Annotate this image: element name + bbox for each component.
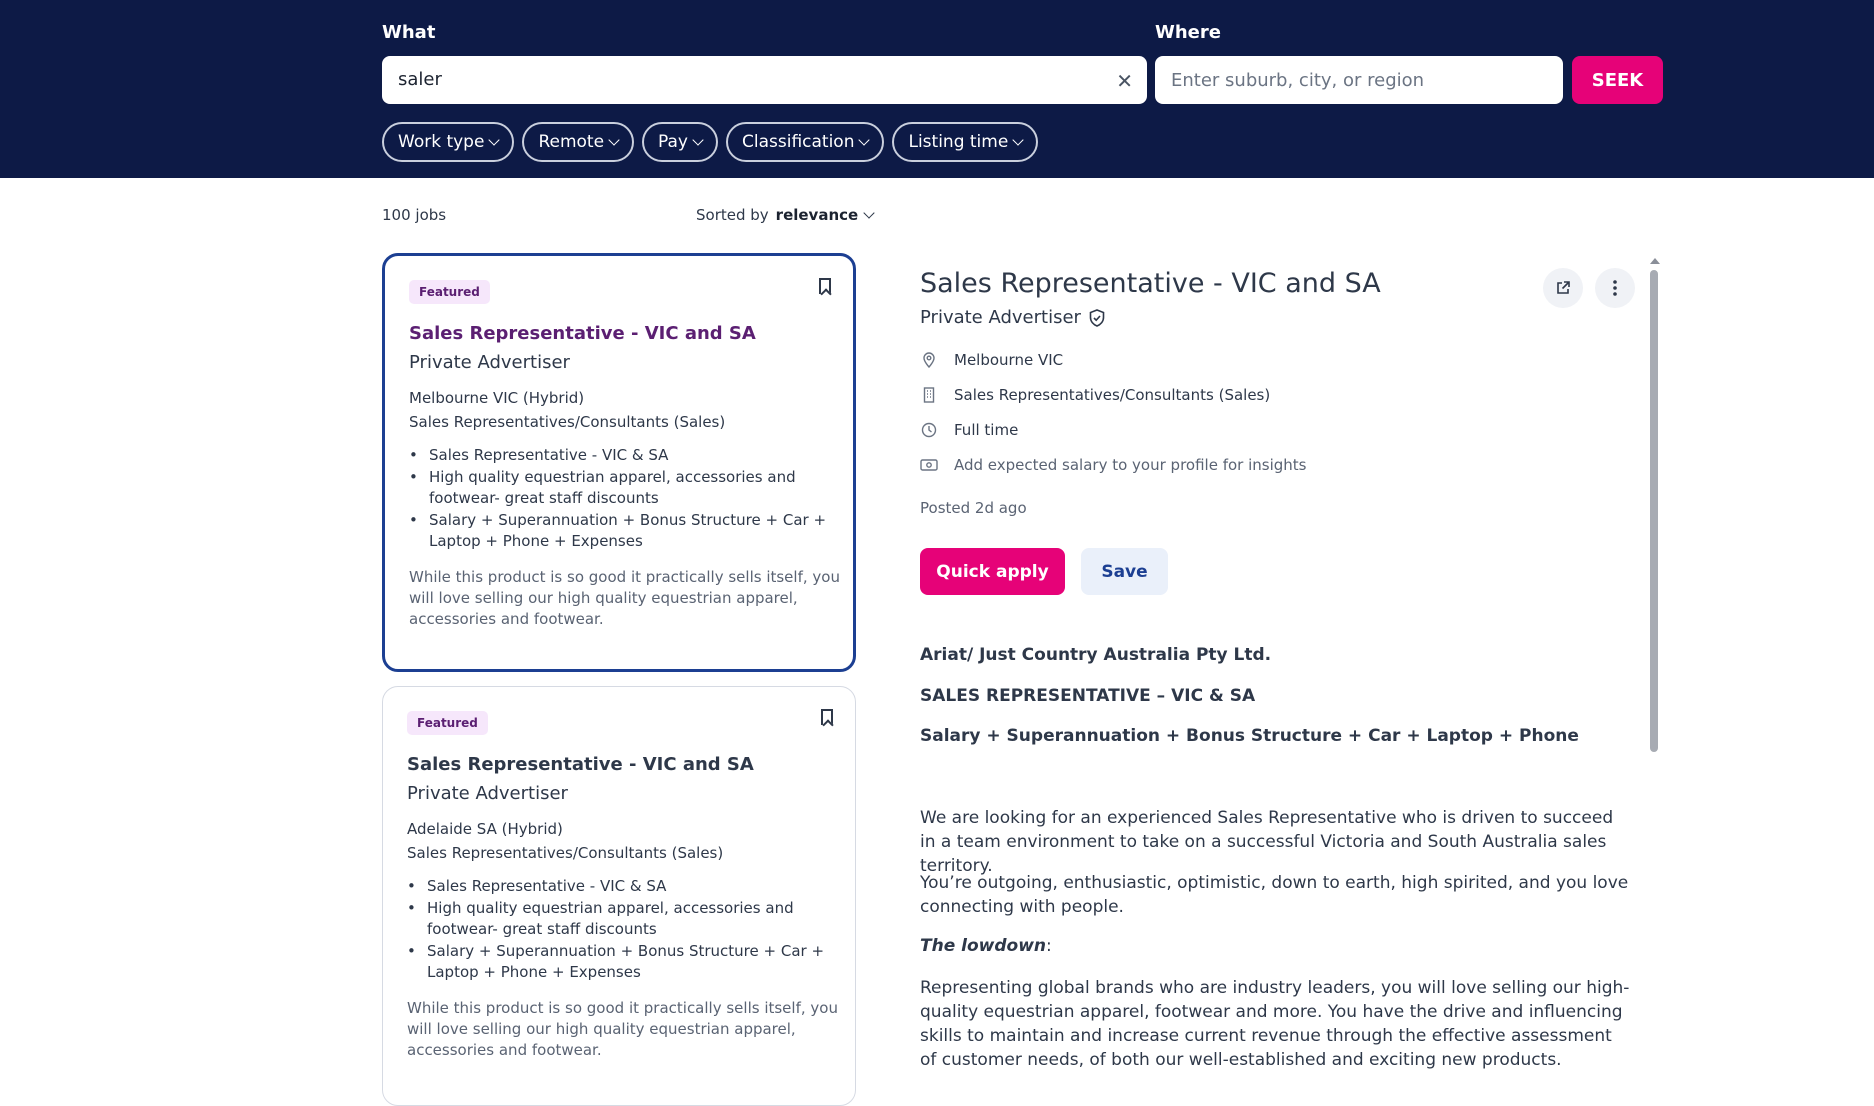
bookmark-icon[interactable] xyxy=(821,709,833,725)
job-classification[interactable]: Sales Representatives/Consultants (Sales) xyxy=(409,413,726,431)
detail-work-type: Full time xyxy=(954,421,1019,439)
what-search-value: saler xyxy=(398,69,442,90)
job-title-link[interactable]: Sales Representative - VIC and SA xyxy=(409,323,756,344)
scrollbar-thumb[interactable] xyxy=(1650,270,1658,752)
chevron-down-icon xyxy=(608,134,619,145)
sort-prefix: Sorted by xyxy=(696,206,769,224)
chevron-down-icon xyxy=(692,134,703,145)
company-name: Private Advertiser xyxy=(407,783,568,804)
where-label: Where xyxy=(1155,22,1221,43)
lowdown-heading xyxy=(920,936,1052,956)
detail-company-name: Private Advertiser xyxy=(920,307,1081,328)
open-in-new-tab-button[interactable] xyxy=(1543,268,1583,308)
clock-icon xyxy=(920,421,938,439)
filter-bar xyxy=(382,122,1038,162)
detail-salary-row xyxy=(920,456,1306,474)
job-location[interactable]: Melbourne VIC (Hybrid) xyxy=(409,389,585,407)
external-link-icon xyxy=(1555,280,1571,296)
detail-salary-hint[interactable]: Add expected salary to your profile for insights xyxy=(954,456,1307,474)
job-teaser: While this product is so good it practically sells itself, you will love selling our high quality equestrian apparel, accessories and footwear. xyxy=(409,568,840,628)
description-paragraph: We are looking for an experienced Sales Representative who is driven to succeed in a team environment to take on a successful Victoria and South Australia sales territory. xyxy=(920,808,1614,876)
detail-classification[interactable]: Sales Representatives/Consultants (Sales) xyxy=(954,386,1271,404)
job-card[interactable] xyxy=(382,686,856,1106)
filter-listing-time[interactable] xyxy=(892,122,1038,162)
more-options-button[interactable] xyxy=(1595,268,1635,308)
money-icon xyxy=(920,456,938,474)
package-line: Salary + Superannuation + Bonus Structure + Car + Laptop + Phone xyxy=(920,726,1579,746)
detail-location[interactable]: Melbourne VIC xyxy=(954,351,1064,369)
clear-icon[interactable]: ✕ xyxy=(1116,69,1133,93)
scroll-up-arrow-icon[interactable] xyxy=(1650,258,1660,264)
search-header xyxy=(0,0,1874,178)
job-teaser: While this product is so good it practically sells itself, you will love selling our high quality equestrian apparel, accessories and footwear. xyxy=(407,999,838,1059)
what-label: What xyxy=(382,22,436,43)
highlight-item: • Salary + Superannuation + Bonus Structure + Car + Laptop + Phone + Expenses xyxy=(407,941,837,983)
job-title-link[interactable]: Sales Representative - VIC and SA xyxy=(407,754,754,775)
filter-label: Remote xyxy=(538,132,605,152)
description-paragraph: Representing global brands who are industry leaders, you will love selling our high-quality equestrian apparel, footwear and more. You have the drive and influencing skills to maintain and increase current revenue through the effective assessment of customer needs, of both our well-established and exciting new products. xyxy=(920,978,1630,1070)
bookmark-icon[interactable] xyxy=(819,278,831,294)
company-name: Private Advertiser xyxy=(409,352,570,373)
job-classification[interactable]: Sales Representatives/Consultants (Sales) xyxy=(407,844,724,862)
lowdown-label: The lowdown xyxy=(920,936,1047,956)
filter-classification[interactable] xyxy=(726,122,884,162)
detail-location-row xyxy=(920,351,1063,369)
job-count: 100 jobs xyxy=(382,206,447,224)
role-heading: SALES REPRESENTATIVE – VIC & SA xyxy=(920,686,1256,706)
filter-work-type[interactable] xyxy=(382,122,514,162)
filter-label: Work type xyxy=(398,132,485,152)
chevron-down-icon xyxy=(864,207,875,218)
filter-remote[interactable] xyxy=(522,122,634,162)
chevron-down-icon xyxy=(489,134,500,145)
highlight-item: • Salary + Superannuation + Bonus Structure + Car + Laptop + Phone + Expenses xyxy=(409,510,839,552)
job-highlights xyxy=(409,445,839,553)
featured-badge: Featured xyxy=(407,711,488,735)
detail-classification-row xyxy=(920,386,1270,404)
job-card[interactable] xyxy=(382,253,856,672)
detail-job-title: Sales Representative - VIC and SA xyxy=(920,268,1381,299)
filter-label: Classification xyxy=(742,132,855,152)
job-highlights xyxy=(407,876,837,984)
seek-button[interactable]: SEEK xyxy=(1572,56,1663,104)
advertiser-line: Ariat/ Just Country Australia Pty Ltd. xyxy=(920,645,1272,665)
highlight-item: • High quality equestrian apparel, accessories and footwear- great staff discounts xyxy=(409,467,839,509)
building-icon xyxy=(920,386,938,404)
job-location[interactable]: Adelaide SA (Hybrid) xyxy=(407,820,563,838)
highlight-item: • High quality equestrian apparel, accessories and footwear- great staff discounts xyxy=(407,898,837,940)
quick-apply-button[interactable]: Quick apply xyxy=(920,548,1065,595)
featured-badge: Featured xyxy=(409,280,490,304)
filter-label: Pay xyxy=(658,132,688,152)
verified-shield-icon xyxy=(1089,309,1105,327)
sort-dropdown[interactable] xyxy=(696,206,873,224)
chevron-down-icon xyxy=(1013,134,1024,145)
where-search-input[interactable] xyxy=(1155,56,1563,104)
filter-pay[interactable] xyxy=(642,122,718,162)
lowdown-colon: : xyxy=(1046,936,1052,956)
filter-label: Listing time xyxy=(908,132,1009,152)
location-pin-icon xyxy=(920,351,938,369)
what-search-input[interactable] xyxy=(382,56,1147,104)
save-job-button[interactable]: Save xyxy=(1081,548,1168,595)
detail-work-type-row xyxy=(920,421,1018,439)
sort-value: relevance xyxy=(775,206,859,224)
highlight-item: • Sales Representative - VIC & SA xyxy=(407,876,837,897)
chevron-down-icon xyxy=(859,134,870,145)
more-vertical-icon xyxy=(1613,280,1617,296)
posted-time: Posted 2d ago xyxy=(920,499,1027,517)
detail-company xyxy=(920,307,1105,328)
highlight-item: • Sales Representative - VIC & SA xyxy=(409,445,839,466)
description-paragraph: You’re outgoing, enthusiastic, optimistic, down to earth, high spirited, and you love connecting with people. xyxy=(920,873,1629,917)
